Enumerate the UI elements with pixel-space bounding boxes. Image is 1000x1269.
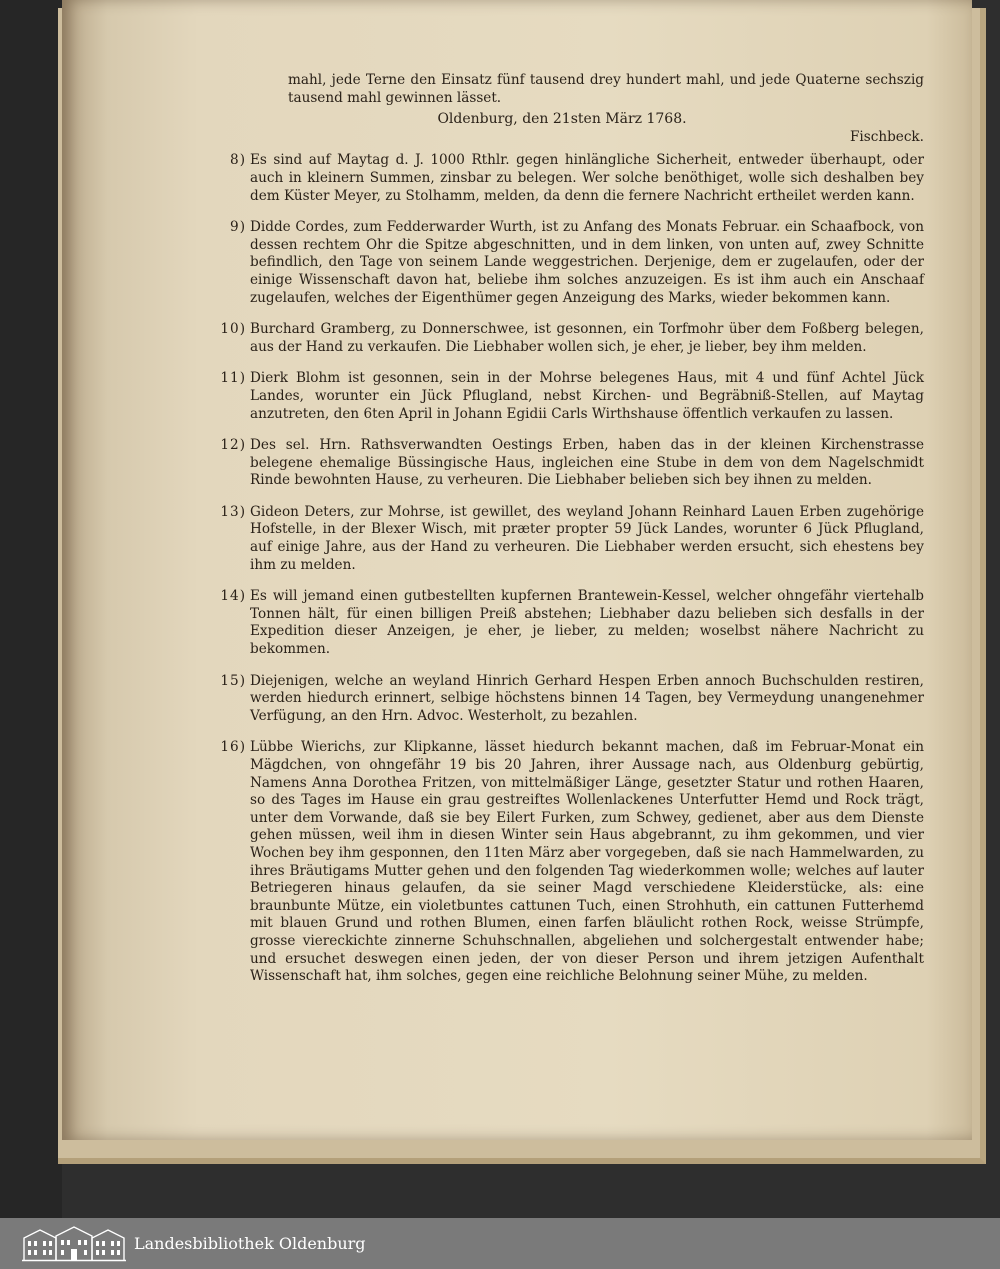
entry-text: Dierk Blohm ist gesonnen, sein in der Mohrse belegenes Haus, mit 4 und fünf Achtel Jück Landes, worunter ein Jück Pflugland, nebst Kirchen- und Begräbniß-Stellen, auf Maytag anzutreten, den 6ten April in Johann Egidii Carls Wirthshause öffentlich verkaufen zu lassen. (250, 370, 924, 422)
dateline: Oldenburg, den 21sten März 1768. (437, 111, 687, 128)
entry-number: 15) (220, 672, 246, 689)
footer-label: Landesbibliothek Oldenburg (134, 1234, 366, 1253)
entry-10 (200, 321, 924, 356)
entry-number: 13) (220, 503, 246, 520)
footer-bar (0, 1218, 1000, 1269)
entry-text: Burchard Gramberg, zu Donnerschwee, ist gesonnen, ein Torfmohr über dem Foßberg belegen, aus der Hand zu verkaufen. Die Liebhaber wollen sich, je eher, je lieber, bey ihm melden. (250, 321, 924, 355)
continuation-text: mahl, jede Terne den Einsatz fünf tausend drey hundert mahl, und jede Quaterne sechszig tausend mahl gewinnen lässet. (288, 72, 924, 106)
entry-number: 11) (220, 370, 246, 387)
entry-13 (200, 504, 924, 574)
entry-number: 16) (220, 739, 246, 756)
entry-12 (200, 437, 924, 490)
entry-text: Des sel. Hrn. Rathsverwandten Oestings Erben, haben das in der kleinen Kirchenstrasse belegene ehemalige Büssingische Haus, ingleichen eine Stube in dem von dem Nagelschmidt Rinde bewohnten Hause, zu verheuren. Die Liebhaber belieben sich bey ihnen zu melden. (250, 437, 924, 489)
signer-name: Fischbeck. (849, 128, 924, 145)
entry-16 (200, 739, 924, 985)
entry-text: Didde Cordes, zum Fedderwarder Wurth, ist zu Anfang des Monats Februar. ein Schaafbock, von dessen rechtem Ohr die Spitze abgeschnitten, und in dem linken, von unten auf, zwey Schnitte befindlich, den Tage von seinem Lande weggestrichen. Derjenige, dem er zugelaufen, oder der einige Wissenschaft davon hat, beliebe ihm solches anzuzeigen. Es ist ihm auch ein Anschaaf zugelaufen, welches der Eigenthümer gegen Anzeigung des Marks, wieder bekommen kann. (250, 219, 924, 306)
entry-9 (200, 219, 924, 307)
entry-text: Es sind auf Maytag d. J. 1000 Rthlr. gegen hinlängliche Sicherheit, entweder überhaupt, oder auch in kleinern Summen, zinsbar zu belegen. Wer solche benöthiget, wolle sich deshalben bey dem Küster Meyer, zu Stolhamm, melden, da denn die fernere Nachricht ertheilet werden kann. (250, 152, 924, 204)
entry-text: Es will jemand einen gutbestellten kupfernen Brantewein-Kessel, welcher ohngefähr viertehalb Tonnen hält, für einen billigen Preiß abstehen; Liebhaber dazu belieben sich desfalls in der Expedition dieser Anzeigen, je eher, je lieber, zu melden; woselbst nähere Nachricht zu bekommen. (250, 588, 924, 658)
entry-number: 10) (220, 321, 246, 338)
entry-text: Diejenigen, welche an weyland Hinrich Gerhard Hespen Erben annoch Buchschulden restiren, werden hiedurch erinnert, selbige höchstens binnen 14 Tagen, bey Vermeydung unangenehmer Verfügung, an den Hrn. Advoc. Westerholt, zu bezahlen. (250, 672, 924, 724)
entry-text: Lübbe Wierichs, zur Klipkanne, lässet hiedurch bekannt machen, daß im Februar-Monat ein Mägdchen, von ohngefähr 19 bis 20 Jahren, ihrer Aussage nach, aus Oldenburg gebürtig, Namens Anna Dorothea Fritzen, von mittelmäßiger Länge, gesetzter Statur und rothen Haaren, so des Tages im Hause ein grau gestreiftes Wollenlackenes Unterfutter Hemd und Rock trägt, unter dem Vorwande, daß sie bey Eilert Furken, zum Schwey, gedienet, aber aus dem Dienste gehen müssen, weil ihm in diesen Winter sein Haus abgebrannt, zu ihm gekommen, und vier Wochen bey ihm gesponnen, den 11ten März aber vorgegeben, daß sie nach Hammelwarden, zu ihres Bräutigams Mutter gehen und den folgenden Tag wiederkommen wolle; welches auf lauter Betriegeren hinaus gelaufen, da sie seiner Magd verschiedene Kleiderstücke, als: eine braunbunte Mütze, ein violetbuntes cattunen Tuch, einen Strohhuth, ein cattunen Futterhemd mit blauen Grund und rothen Blumen, einen farfen bläulicht rothen Rock, weisse Strümpfe, grosse viereckichte zinnerne Schuhschnallen, abgeliehen und solchergestalt entwender habe; und ersuchet deswegen einen jeden, der von dieser Person und ihrem jetzigen Aufenthalt Wissenschaft hat, ihm solches, gegen eine reichliche Belohnung seiner Mühe, zu melden. (250, 739, 924, 985)
entry-number: 14) (220, 588, 246, 605)
entry-number: 8) (230, 152, 246, 169)
entry-15 (200, 673, 924, 726)
entry-number: 12) (220, 437, 246, 454)
library-building-icon (22, 1224, 126, 1262)
page-text (200, 72, 924, 1000)
entry-11 (200, 370, 924, 423)
entry-8 (200, 152, 924, 205)
entry-14 (200, 588, 924, 658)
entry-number: 9) (230, 219, 246, 236)
entry-text: Gideon Deters, zur Mohrse, ist gewillet, des weyland Johann Reinhard Lauen Erben zugehörige Hofstelle, in der Blexer Wisch, mit præter propter 59 Jück Landes, worunter 6 Jück Pflugland, auf einige Jahre, aus der Hand zu verheuren. Die Liebhaber werden ersucht, sich ehestens bey ihm zu melden. (250, 503, 924, 573)
scanner-bed (0, 0, 62, 1218)
